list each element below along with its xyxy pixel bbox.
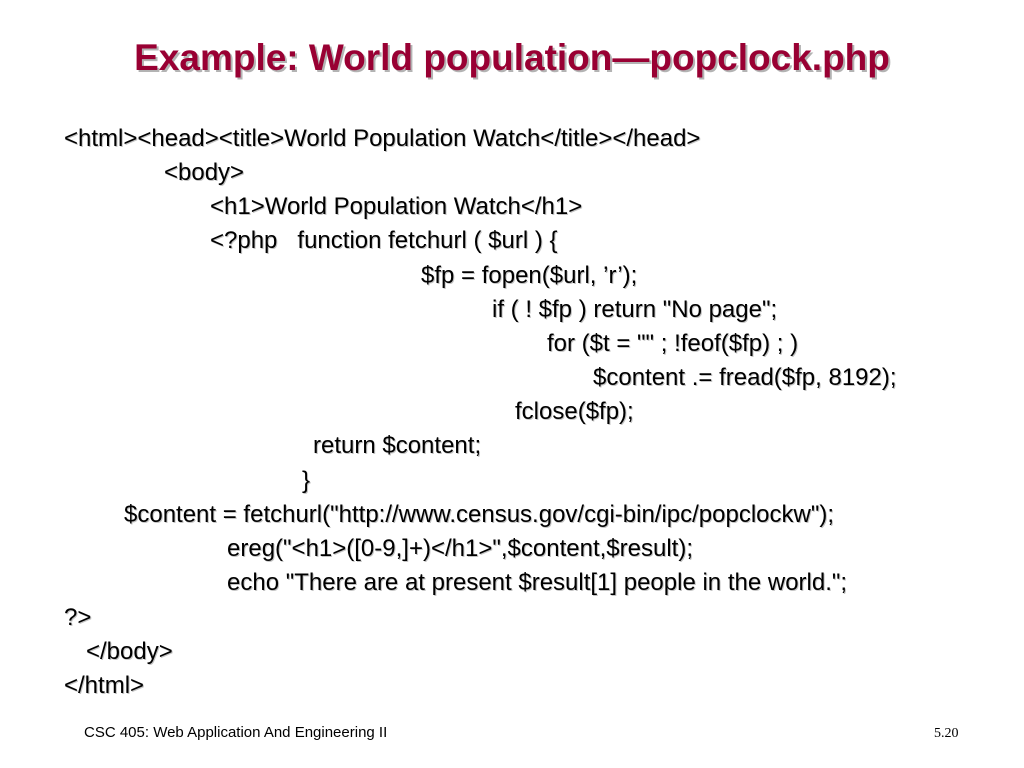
code-line-echo: echo "There are at present $result[1] people in the world.";	[227, 569, 848, 596]
code-line-body-open: <body>	[164, 159, 245, 186]
code-line-fread: $content .= fread($fp, 8192);	[593, 364, 897, 391]
code-line-php-close: ?>	[64, 604, 92, 631]
code-line-return: return $content;	[313, 432, 482, 459]
code-line-body-close: </body>	[86, 638, 173, 665]
code-line-php-function: <?php function fetchurl ( $url ) {	[210, 227, 558, 254]
code-line-for-loop: for ($t = "" ; !feof($fp) ; )	[547, 330, 799, 357]
footer-course-name: CSC 405: Web Application And Engineering II	[84, 724, 388, 741]
code-line-fclose: fclose($fp);	[515, 398, 634, 425]
code-line-html-close: </html>	[64, 672, 145, 699]
code-line-ereg: ereg("<h1>([0-9,]+)</h1>",$content,$result);	[227, 535, 693, 562]
code-line-html-head: <html><head><title>World Population Watch</title></head>	[64, 125, 701, 152]
code-line-if-no-page: if ( ! $fp ) return "No page";	[492, 296, 778, 323]
code-line-close-brace: }	[302, 467, 311, 494]
code-line-fopen: $fp = fopen($url, ’r’);	[421, 262, 638, 289]
code-line-fetchurl-call: $content = fetchurl("http://www.census.gov/cgi-bin/ipc/popclockw");	[124, 501, 835, 528]
footer-page-number: 5.20	[934, 726, 959, 741]
slide-title: Example: World population—popclock.php	[134, 37, 890, 78]
code-line-h1: <h1>World Population Watch</h1>	[210, 193, 583, 220]
